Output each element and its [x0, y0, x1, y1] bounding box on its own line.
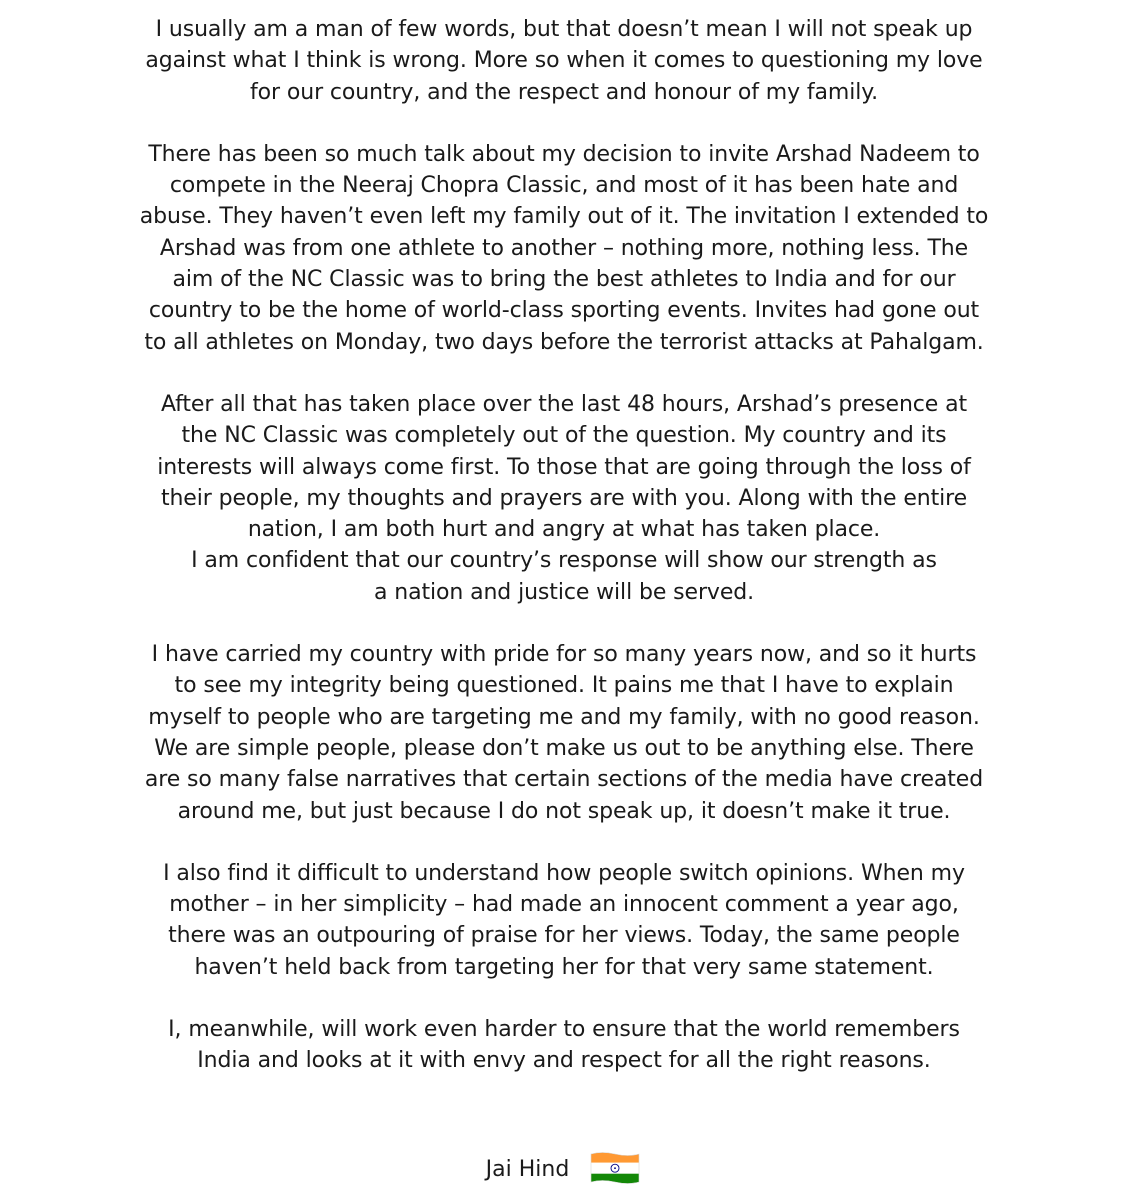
- india-flag-icon: [588, 1150, 642, 1186]
- paragraph-line: I, meanwhile, will work even harder to ensure that the world remembers: [168, 1017, 960, 1043]
- paragraph-line: the NC Classic was completely out of the question. My country and its: [181, 423, 947, 449]
- paragraph-line: myself to people who are targeting me and my family, with no good reason.: [148, 704, 980, 730]
- paragraph-line: nation, I am both hurt and angry at what has taken place.: [247, 517, 881, 543]
- paragraph-line: there was an outpouring of praise for her views. Today, the same people: [168, 923, 960, 949]
- paragraph-line: country to be the home of world-class sporting events. Invites had gone out: [148, 298, 980, 324]
- paragraph-line: There has been so much talk about my decision to invite Arshad Nadeem to: [148, 141, 980, 167]
- paragraph-line: abuse. They haven’t even left my family out of it. The invitation I extended to: [139, 204, 989, 230]
- paragraph-line: aim of the NC Classic was to bring the best athletes to India and for our: [172, 267, 956, 293]
- paragraph-line: Arshad was from one athlete to another – nothing more, nothing less. The: [159, 235, 969, 261]
- paragraph-line: I have carried my country with pride for so many years now, and so it hurts: [151, 642, 977, 668]
- paragraph-line: I am confident that our country’s response will show our strength as: [191, 548, 937, 574]
- paragraph-1: [0, 14, 1128, 108]
- paragraph-3: [0, 389, 1128, 608]
- paragraph-line: for our country, and the respect and honour of my family.: [250, 79, 878, 105]
- statement-body: [0, 14, 1128, 1108]
- paragraph-line: a nation and justice will be served.: [373, 579, 755, 605]
- paragraph-2: [0, 139, 1128, 358]
- paragraph-4: [0, 639, 1128, 827]
- paragraph-line: I usually am a man of few words, but that doesn’t mean I will not speak up: [155, 17, 973, 42]
- paragraph-line: India and looks at it with envy and respect for all the right reasons.: [197, 1048, 931, 1074]
- paragraph-6: [0, 1014, 1128, 1077]
- paragraph-line: to all athletes on Monday, two days before the terrorist attacks at Pahalgam.: [144, 329, 984, 355]
- paragraph-line: against what I think is wrong. More so when it comes to questioning my love: [145, 48, 983, 74]
- signoff: [0, 1150, 1128, 1190]
- paragraph-5: [0, 858, 1128, 983]
- paragraph-line: I also find it difficult to understand how people switch opinions. When my: [163, 860, 965, 886]
- signoff-text: Jai Hind: [485, 1157, 570, 1182]
- paragraph-line: their people, my thoughts and prayers are with you. Along with the entire: [160, 485, 968, 511]
- paragraph-line: to see my integrity being questioned. It pains me that I have to explain: [174, 673, 954, 699]
- paragraph-line: haven’t held back from targeting her for that very same statement.: [194, 954, 934, 980]
- paragraph-line: mother – in her simplicity – had made an innocent comment a year ago,: [169, 892, 959, 918]
- paragraph-line: are so many false narratives that certain sections of the media have created: [144, 767, 984, 793]
- paragraph-line: around me, but just because I do not speak up, it doesn’t make it true.: [177, 798, 951, 824]
- paragraph-line: compete in the Neeraj Chopra Classic, and most of it has been hate and: [169, 173, 959, 199]
- paragraph-line: interests will always come first. To those that are going through the loss of: [157, 454, 971, 480]
- paragraph-line: We are simple people, please don’t make us out to be anything else. There: [154, 735, 974, 761]
- paragraph-line: After all that has taken place over the last 48 hours, Arshad’s presence at: [160, 391, 968, 417]
